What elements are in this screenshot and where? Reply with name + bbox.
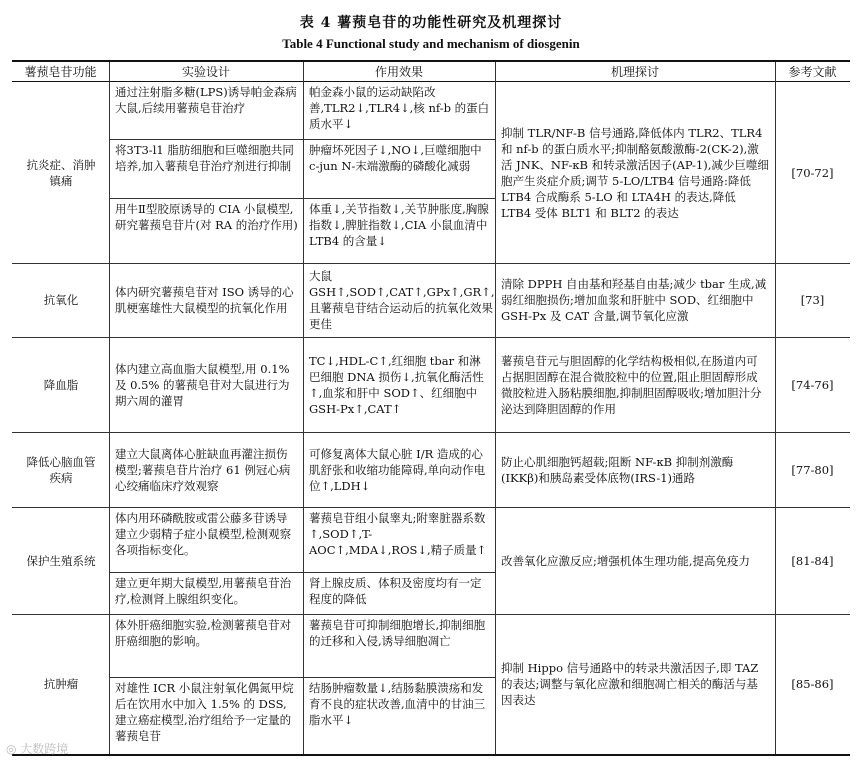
- design-cell: 体外肝癌细胞实验,检测薯蓣皂苷对肝癌细胞的影响。: [115, 618, 292, 648]
- watermark: [6, 740, 68, 757]
- subrow-divider: [109, 677, 495, 678]
- design-cell: 体内建立高血脂大鼠模型,用 0.1% 及 0.5% 的薯蓣皂苷对大鼠进行为期六周的灌胃: [115, 361, 290, 408]
- design-cell: 建立更年期大鼠模型,用薯蓣皂苷治疗,检测肾上腺组织变化。: [115, 576, 292, 606]
- bottom-rule: [12, 754, 850, 756]
- design-cell: 对雄性 ICR 小鼠注射氧化偶氮甲烷后在饮用水中加入 1.5% 的 DSS,建立癌症模型,治疗组给予一定量的薯蓣皂苷: [115, 681, 294, 743]
- mechanism-cell: 抑制 Hippo 信号通路中的转录共激活因子,即 TAZ 的表达;调整与氧化应激和细胞凋亡相关的酶活与基因表达: [501, 661, 759, 707]
- reference-cell: [81-84]: [791, 553, 834, 568]
- header-design: 实验设计: [181, 65, 230, 79]
- row-antioxidant-function: 抗氧化: [43, 293, 79, 307]
- subrow-divider: [109, 139, 495, 140]
- row-cardio-cerebrovascular-function: 降低心脑血管疾病: [26, 454, 96, 485]
- mechanism-cell: 抑制 TLR/NF-B 信号通路,降低体内 TLR2、TLR4 和 nf-b 的蛋白质水平;抑制酪氨酸激酶-2(CK-2),激活 JNK、NF-κB 和转录激活因子(AP-1),减少巨噬细胞产生炎症介质;调节 5-LO/LTB4 信号通路:降低 LTB4 合成酶系 5-LO 和 LTA4H 的表达,降低 LTB4 受体 BLT1 和 BLT2 的表达: [501, 125, 769, 220]
- design-cell: 体内研究薯蓣皂苷对 ISO 诱导的心肌梗塞雄性大鼠模型的抗氧化作用: [115, 285, 294, 315]
- effect-cell: 结肠肿瘤数量↓,结肠黏膜溃疡和发育不良的症状改善,血清中的甘油三脂水平↓: [309, 681, 486, 727]
- effect-cell: 肿瘤坏死因子↓,NO↓,巨噬细胞中 c-jun N-末端激酶的磷酸化减弱: [309, 143, 482, 173]
- reference-cell: [77-80]: [791, 462, 834, 477]
- row-reproductive-function: 保护生殖系统: [26, 553, 96, 568]
- header-function: 薯蓣皂苷功能: [24, 65, 97, 79]
- effect-cell: 可修复离体大鼠心脏 I/R 造成的心肌舒张和收缩功能障碍,单向动作电位↑,LDH↓: [309, 446, 486, 493]
- effect-cell: 体重↓,关节指数↓,关节肿胀度,胸腺指数↓,脾脏指数↓,CIA 小鼠血清中 LTB4 的含量↓: [309, 202, 489, 248]
- reference-cell: [74-76]: [791, 377, 834, 392]
- design-cell: 将3T3-l1 脂肪细胞和巨噬细胞共同培养,加入薯蓣皂苷治疗剂进行抑制: [115, 143, 294, 173]
- reference-cell: [73]: [800, 293, 825, 307]
- reference-cell: [70-72]: [791, 165, 834, 180]
- table-caption-zh: 表 4 薯蓣皂苷的功能性研究及机理探讨: [299, 15, 563, 31]
- watermark-text: 大数跨境: [20, 742, 69, 756]
- col-divider: [303, 62, 304, 754]
- design-cell: 体内用环磷酰胺或雷公藤多苷诱导建立少弱精子症小鼠模型,检测观察各项指标变化。: [115, 511, 292, 557]
- design-cell: 建立大鼠离体心脏缺血再灌注损伤模型;薯蓣皂苷片治疗 61 例冠心病心绞痛临床疗效观察: [115, 446, 291, 493]
- col-divider: [495, 62, 496, 754]
- design-cell: 用牛Ⅱ型胶原诱导的 CIA 小鼠模型,研究薯蓣皂苷片(对 RA 的治疗作用): [115, 202, 298, 232]
- effect-cell: 薯蓣皂苷可抑制细胞增长,抑制细胞的迁移和入侵,诱导细胞凋亡: [309, 618, 486, 648]
- subrow-divider: [109, 572, 495, 573]
- effect-cell: 帕金森小鼠的运动缺陷改善,TLR2↓,TLR4↓,核 nf-b 的蛋白质水平↓: [309, 85, 490, 131]
- effect-cell: 薯蓣皂苷组小鼠睾丸;附睾脏器系数↑,SOD↑,T-AOC↑,MDA↓,ROS↓,精子质量↑: [309, 511, 487, 557]
- mechanism-cell: 改善氧化应激反应;增强机体生理功能,提高免疫力: [501, 553, 751, 568]
- header-mechanism: 机理探讨: [610, 65, 659, 79]
- subrow-divider: [109, 198, 495, 199]
- effect-cell: 大鼠 GSH↑,SOD↑,CAT↑,GPx↑,GR↑,且薯蓣皂苷结合运动后的抗氧化效果更佳: [309, 269, 495, 331]
- col-divider: [109, 62, 110, 754]
- row-anti-inflammatory-function: 抗炎症、消肿镇痛: [26, 157, 96, 188]
- reference-cell: [85-86]: [791, 677, 834, 691]
- effect-cell: 肾上腺皮质、体积及密度均有一定程度的降低: [309, 576, 482, 606]
- row-antitumor-function: 抗肿瘤: [43, 677, 79, 691]
- row-lipid-lowering-function: 降血脂: [43, 377, 79, 392]
- watermark-icon: ◎: [6, 742, 21, 756]
- table-caption-en: Table 4 Functional study and mechanism of diosgenin: [282, 36, 580, 51]
- effect-cell: TC↓,HDL-C↑,红细胞 tbar 和淋巴细胞 DNA 损伤↓,抗氧化酶活性↑,血浆和肝中 SOD↑、红细胞中 GSH-Px↑,CAT↑: [309, 353, 484, 416]
- header-reference: 参考文献: [788, 65, 837, 79]
- mechanism-cell: 薯蓣皂苷元与胆固醇的化学结构极相似,在肠道内可占据胆固醇在混合微胶粒中的位置,阻止胆固醇形成微胶粒进入肠粘膜细胞,抑制胆固醇吸收;增加胆汁分泌达到降胆固醇的作用: [501, 353, 762, 416]
- header-effect: 作用效果: [374, 65, 423, 79]
- mechanism-cell: 防止心肌细胞钙超载;阻断 NF-κB 抑制剂激酶(IKKβ)和胰岛素受体底物(IRS-1)通路: [501, 454, 734, 485]
- mechanism-cell: 清除 DPPH 自由基和羟基自由基;减少 tbar 生成,减弱红细胞损伤;增加血浆和肝脏中 SOD、红细胞中 GSH-Px 及 CAT 含量,调节氧化应激: [501, 277, 767, 323]
- top-rule: [12, 60, 850, 62]
- design-cell: 通过注射脂多糖(LPS)诱导帕金森病大鼠,后续用薯蓣皂苷治疗: [115, 85, 297, 115]
